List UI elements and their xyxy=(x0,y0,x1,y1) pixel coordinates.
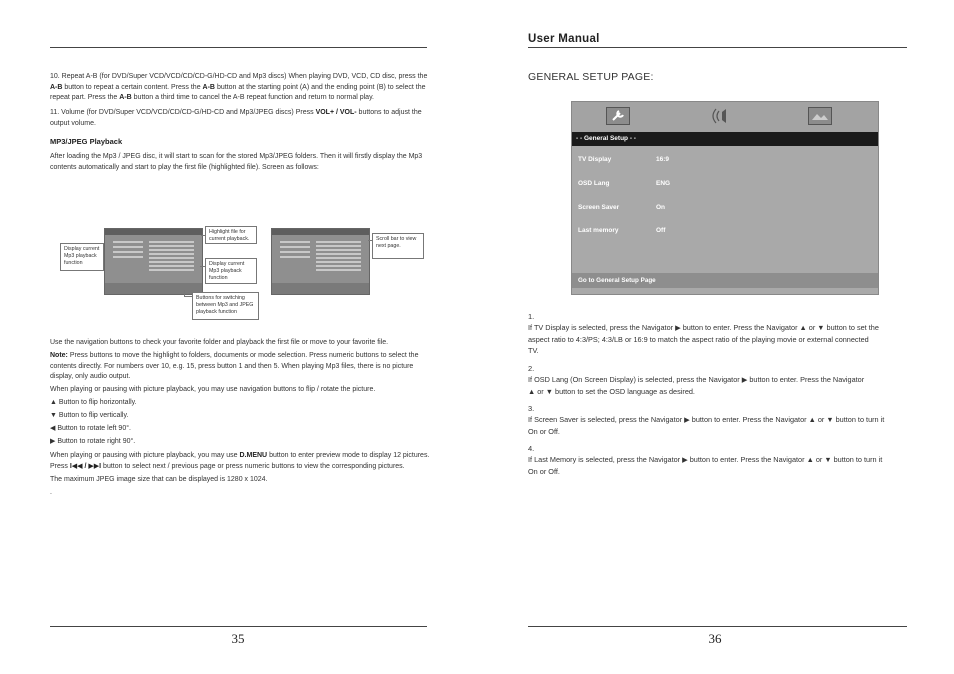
speaker-icon xyxy=(710,107,732,123)
flip-item: ▲ Button to flip horizontally. xyxy=(50,399,137,406)
bottom-rule xyxy=(50,626,427,627)
flip-item: ▼ Button to flip vertically. xyxy=(50,412,129,419)
top-rule xyxy=(528,47,907,48)
callout-display-current: Display current Mp3 playback function xyxy=(60,243,104,271)
section-title: GENERAL SETUP PAGE: xyxy=(528,71,654,83)
flip-item: ◀ Button to rotate left 90°. xyxy=(50,425,131,432)
setup-icon-bar xyxy=(572,102,878,132)
item-number: 1. xyxy=(528,312,535,321)
setup-row-label: OSD Lang xyxy=(578,180,610,187)
item-number: 3. xyxy=(528,404,535,413)
setup-row-label: Screen Saver xyxy=(578,204,620,211)
flip-item: ▶ Button to rotate right 90°. xyxy=(50,438,136,445)
setup-row-label: TV Display xyxy=(578,156,612,163)
leader-line xyxy=(201,235,205,236)
setup-row-value: 16:9 xyxy=(656,156,670,163)
item-number: 4. xyxy=(528,444,535,453)
item-text: If Last Memory is selected, press the Navigator ▶ button to enter. Press the Navigator ▲ or ▼ button to turn it On or Off. xyxy=(528,455,883,476)
bottom-rule xyxy=(528,626,907,627)
setup-row-label: Last memory xyxy=(578,227,619,234)
setup-row-value: On xyxy=(656,204,666,211)
page-number: 36 xyxy=(708,631,722,646)
setup-row-value: Off xyxy=(656,227,666,234)
stray-dot: . xyxy=(50,489,52,496)
section-heading: MP3/JPEG Playback xyxy=(50,137,123,146)
item-10-text: 10. Repeat A-B (for DVD/Super VCD/VCD/CD/CD-G/HD-CD and Mp3 discs) When playing DVD, VCD, CD disc, press the A-B button to repeat a certain content. Press the A-B button at the starting point (A) and the ending point (B) to select the repeat part. Press the A-B button a third time to cancel the A-B repeat function and return to normal play. xyxy=(50,73,428,101)
note-text: Note: Press buttons to move the highlight to folders, documents or mode selection. Press numeric buttons to select the contents directly. For numbers over 10, e.g. 15, press button 1 and then 5. When playing Mp3 files, there is no picture display, only audio output. xyxy=(50,352,419,380)
max-jpeg-text: The maximum JPEG image size that can be displayed is 1280 x 1024. xyxy=(50,476,268,483)
dmenu-text: When playing or pausing with picture playback, you may use D.MENU button to enter preview mode to display 12 pictures. Press I◀◀ / ▶▶I button to select next / previous page or press numeric buttons to view the corresponding pictures. xyxy=(50,452,430,470)
setup-status-bar: Go to General Setup Page xyxy=(572,273,878,288)
intro-text: After loading the Mp3 / JPEG disc, it will start to scan for the stored Mp3/JPEG folders. Then it will firstly display the Mp3 contents automatically and start to play the first file (highlighted file). Screen as follows: xyxy=(50,153,423,171)
callout-switch-buttons: Buttons for switching between Mp3 and JPEG playback function xyxy=(192,292,259,320)
item-number: 2. xyxy=(528,364,535,373)
picture-icon xyxy=(808,107,832,125)
callout-highlight-file: Highlight file for current playback. xyxy=(205,226,257,244)
page-number: 35 xyxy=(231,631,245,646)
leader-line xyxy=(184,296,192,297)
flip-intro: When playing or pausing with picture playback, you may use navigation buttons to flip / rotate the picture. xyxy=(50,386,376,393)
callout-display-current-2: Display current Mp3 playback function xyxy=(205,258,257,284)
wrench-icon xyxy=(606,107,630,125)
right-page xyxy=(477,0,954,674)
item-text: If Screen Saver is selected, press the Navigator ▶ button to enter. Press the Navigator ▲ or ▼ button to turn it On or Off. xyxy=(528,415,885,436)
setup-title-bar: - - General Setup - - xyxy=(572,132,878,146)
callout-scroll-bar: Scroll bar to view next page. xyxy=(372,233,424,259)
item-11-text: 11. Volume (for DVD/Super VCD/VCD/CD/CD-G/HD-CD and Mp3/JPEG discs) Press VOL+ / VOL- buttons to adjust the output volume. xyxy=(50,109,422,127)
item-text: If OSD Lang (On Screen Display) is selected, press the Navigator ▶ button to enter. Press the Navigator ▲ or ▼ button to set the OSD language as desired. xyxy=(528,375,865,396)
setup-row-value: ENG xyxy=(656,180,671,187)
navigation-text: Use the navigation buttons to check your favorite folder and playback the first file or move to your favorite file. xyxy=(50,339,389,346)
general-setup-screen xyxy=(571,101,879,295)
leader-line xyxy=(200,266,205,267)
manual-header: User Manual xyxy=(528,33,600,45)
mp3-screen-left xyxy=(104,228,203,295)
mp3-screen-right xyxy=(271,228,370,295)
leader-line xyxy=(368,240,372,241)
top-rule xyxy=(50,47,427,48)
item-text: If TV Display is selected, press the Navigator ▶ button to enter. Press the Navigator ▲ or ▼ button to set the aspect ratio to 4:3/PS; 4:3/LB or 16:9 to match the aspect ratio of the playing movie or external connected TV. xyxy=(528,323,879,355)
